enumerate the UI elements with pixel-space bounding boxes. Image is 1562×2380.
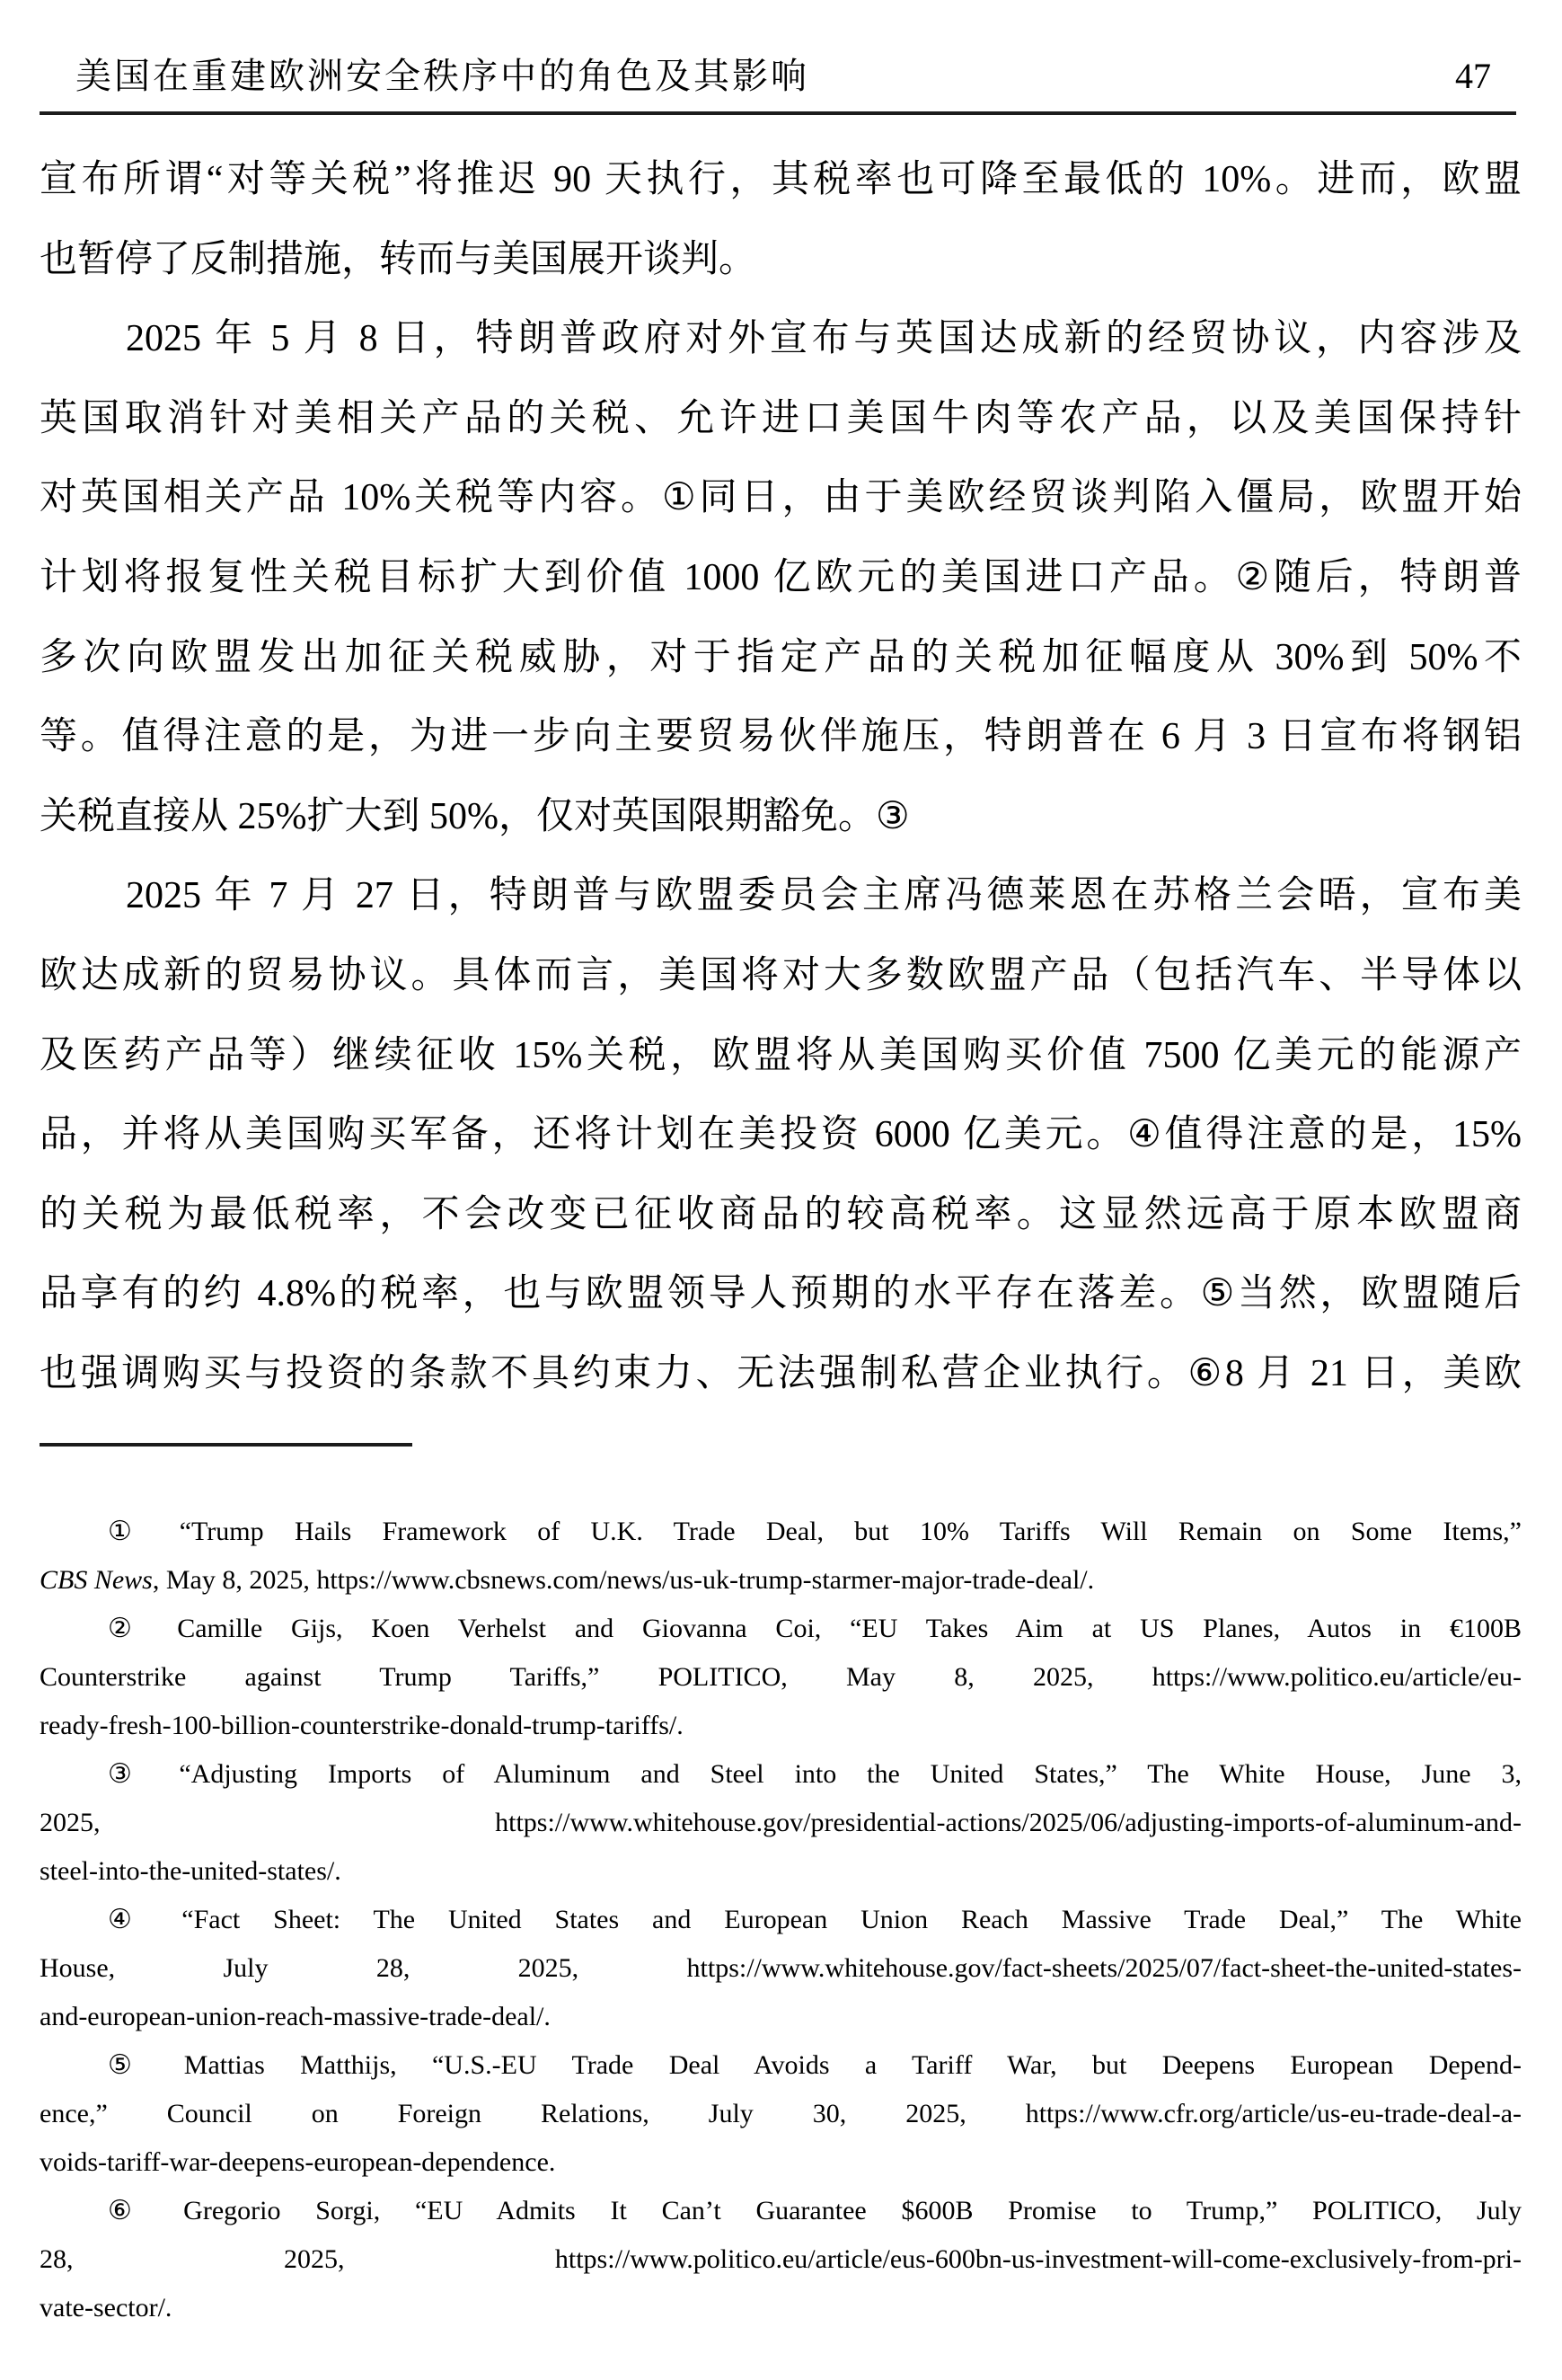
footnote-text: voids-tariff-war-deepens-european-dependence. <box>40 2147 556 2177</box>
footnote-text: 2025, https://www.whitehouse.gov/presidential-actions/2025/06/adjusting-imports-of-aluminum-and- <box>40 1808 1522 1837</box>
body-line: 2025 年 5 月 8 日，特朗普政府对外宣布与英国达成新的经贸协议，内容涉及 <box>126 318 1522 360</box>
body-line: 关税直接从 25%扩大到 50%，仅对英国限期豁免。③ <box>40 795 910 837</box>
footnote-line <box>40 2090 1522 2138</box>
footnote-text: House, July 28, 2025, https://www.whitehouse.gov/fact-sheets/2025/07/fact-sheet-the-united-states- <box>40 1953 1522 1983</box>
page-number: 47 <box>1455 56 1491 96</box>
footnotes-section <box>40 1508 1522 2332</box>
footnote-marker: ③ <box>108 1759 156 1789</box>
footnote-text: Camille Gijs, Koen Verhelst and Giovanna Coi, “EU Takes Aim at US Planes, Autos in €100B <box>177 1614 1522 1643</box>
footnote-line <box>40 1896 1522 1944</box>
footnote-text: Mattias Matthijs, “U.S.-EU Trade Deal Avoids a Tariff War, but Deepens European Depend- <box>183 2050 1522 2080</box>
body-line: 多次向欧盟发出加征关税威胁，对于指定产品的关税加征幅度从 30%到 50%不 <box>40 636 1522 678</box>
footnote-line <box>40 1799 1522 1847</box>
body-line: 2025 年 7 月 27 日，特朗普与欧盟委员会主席冯德莱恩在苏格兰会晤，宣布美 <box>126 875 1522 917</box>
body-line: 英国取消针对美相关产品的关税、允许进口美国牛肉等农产品，以及美国保持针 <box>40 397 1522 439</box>
footnote-line <box>40 2138 1522 2187</box>
footnote-text: “Trump Hails Framework of U.K. Trade Deal, but 10% Tariffs Will Remain on Some Items,” <box>179 1517 1522 1546</box>
footnote-source-name: CBS News <box>40 1565 153 1595</box>
footnote-line <box>40 2187 1522 2235</box>
body-line: 等。值得注意的是，为进一步向主要贸易伙伴施压，特朗普在 6 月 3 日宣布将钢铝 <box>40 716 1522 758</box>
footnote-text: “Fact Sheet: The United States and European Union Reach Massive Trade Deal,” The White <box>181 1905 1522 1934</box>
footnote-text: Gregorio Sorgi, “EU Admits It Can’t Guarantee $600B Promise to Trump,” POLITICO, July <box>183 2196 1522 2225</box>
body-text <box>40 140 1522 1414</box>
footnote-line <box>40 1993 1522 2041</box>
footnote-line <box>40 1605 1522 1653</box>
footnote-marker: ⑤ <box>108 2050 161 2080</box>
footnote-marker: ① <box>108 1517 156 1546</box>
body-line: 计划将报复性关税目标扩大到价值 1000 亿欧元的美国进口产品。②随后，特朗普 <box>40 556 1522 598</box>
body-line: 对英国相关产品 10%关税等内容。①同日，由于美欧经贸谈判陷入僵局，欧盟开始 <box>40 477 1522 519</box>
footnote-line <box>40 2284 1522 2332</box>
footnote-text: 28, 2025, https://www.politico.eu/article/eus-600bn-us-investment-will-come-exclusively-from-pri- <box>40 2244 1522 2274</box>
running-head-title: 美国在重建欧洲安全秩序中的角色及其影响 <box>75 56 809 96</box>
footnote-marker: ④ <box>108 1905 159 1934</box>
footnote-text: ence,” Council on Foreign Relations, July 30, 2025, https://www.cfr.org/article/us-eu-trade-deal-a- <box>40 2099 1522 2128</box>
body-line: 也暂停了反制措施，转而与美国展开谈判。 <box>40 238 757 280</box>
body-line: 及医药产品等）继续征收 15%关税，欧盟将从美国购买价值 7500 亿美元的能源产 <box>40 1034 1522 1076</box>
footnote-line <box>40 1702 1522 1750</box>
footnote-text: ready-fresh-100-billion-counterstrike-donald-trump-tariffs/. <box>40 1711 684 1740</box>
footnote-line <box>40 1944 1522 1993</box>
footnote-marker: ② <box>108 1614 154 1643</box>
footnote-text: “Adjusting Imports of Aluminum and Steel into the United States,” The White House, June 3, <box>179 1759 1522 1789</box>
footnote-text: , May 8, 2025, https://www.cbsnews.com/news/us-uk-trump-starmer-major-trade-deal/. <box>152 1565 1095 1595</box>
footnote-line <box>40 1508 1522 1556</box>
footnote-line <box>40 1750 1522 1799</box>
footnote-separator-rule <box>40 1443 412 1447</box>
body-line: 的关税为最低税率，不会改变已征收商品的较高税率。这显然远高于原本欧盟商 <box>40 1193 1522 1235</box>
footnote-text: Counterstrike against Trump Tariffs,” POLITICO, May 8, 2025, https://www.politico.eu/article/eu- <box>40 1662 1522 1692</box>
header-rule <box>40 111 1516 115</box>
footnote-line <box>40 1847 1522 1896</box>
footnote-text: and-european-union-reach-massive-trade-deal/. <box>40 2002 551 2031</box>
body-line: 欧达成新的贸易协议。具体而言，美国将对大多数欧盟产品（包括汽车、半导体以 <box>40 954 1522 996</box>
footnote-text: vate-sector/. <box>40 2293 172 2322</box>
body-line: 宣布所谓“对等关税”将推迟 90 天执行，其税率也可降至最低的 10%。进而，欧盟 <box>40 159 1522 200</box>
footnote-text: steel-into-the-united-states/. <box>40 1856 341 1886</box>
body-line: 品享有的约 4.8%的税率，也与欧盟领导人预期的水平存在落差。⑤当然，欧盟随后 <box>40 1273 1522 1315</box>
footnote-marker: ⑥ <box>108 2196 161 2225</box>
footnote-line <box>40 1653 1522 1702</box>
body-line: 品，并将从美国购买军备，还将计划在美投资 6000 亿美元。④值得注意的是，15% <box>40 1114 1522 1156</box>
footnote-line <box>40 2041 1522 2090</box>
footnote-line <box>40 2235 1522 2284</box>
body-line: 也强调购买与投资的条款不具约束力、无法强制私营企业执行。⑥8 月 21 日，美欧 <box>40 1352 1522 1394</box>
footnote-line <box>40 1556 1522 1605</box>
